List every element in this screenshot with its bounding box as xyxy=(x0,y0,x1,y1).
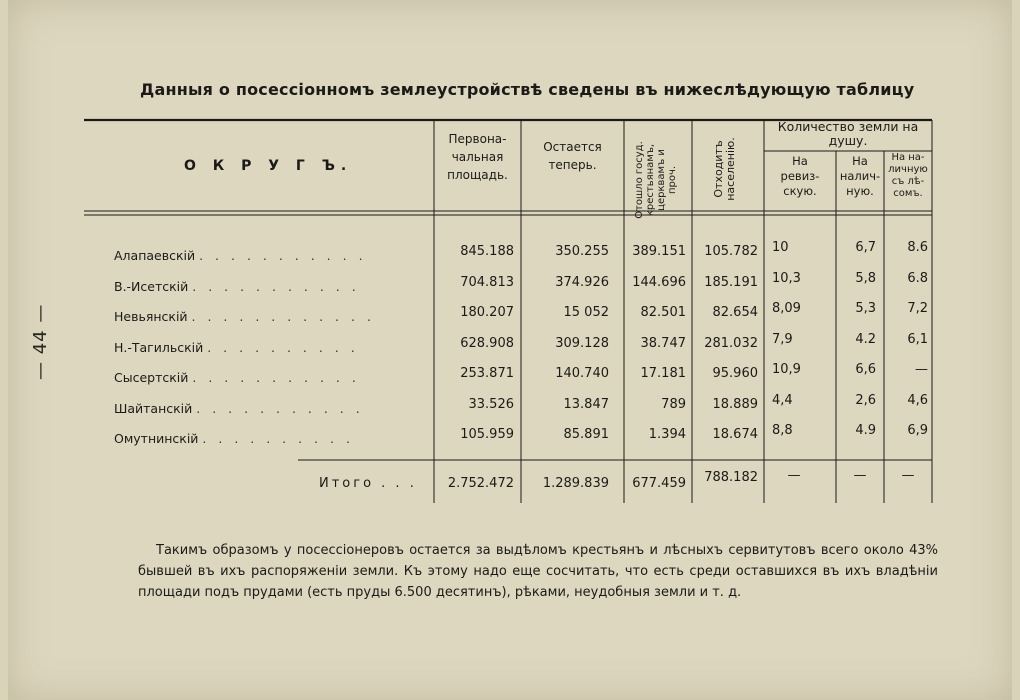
cell-state: 1.394 xyxy=(648,427,686,442)
cell-revision: 4,4 xyxy=(772,392,793,408)
header-forest-line-1: На на- xyxy=(891,152,925,163)
leader-dots: . . . . . . . . . . . xyxy=(192,370,360,385)
total-population: 788.182 xyxy=(704,470,758,485)
total-state: 677.459 xyxy=(632,476,686,491)
cell-present: 2,6 xyxy=(855,392,876,408)
total-initial: 2.752.472 xyxy=(447,476,514,491)
header-present-line-1: На xyxy=(852,154,868,168)
cell-revision: 10,9 xyxy=(772,362,801,377)
district-label: Невьянскій xyxy=(114,309,188,324)
cell-revision: 8,09 xyxy=(772,301,801,316)
cell-revision: 8,8 xyxy=(772,423,793,438)
summary-paragraph xyxy=(138,540,938,603)
cell-revision: 7,9 xyxy=(772,331,793,347)
cell-state: 389.151 xyxy=(632,244,686,259)
header-initial-line-1: Первона- xyxy=(448,132,507,146)
district-label: Шайтанскій xyxy=(114,400,193,416)
header-revision-line-2: ревиз- xyxy=(780,169,820,183)
header-present-line-2: налич- xyxy=(839,169,881,183)
district-label: Сысертскій xyxy=(114,370,189,385)
header-initial-line-2: чальная xyxy=(451,150,504,164)
header-population-line-1: Отходитъ xyxy=(712,140,725,198)
header-state-transfer xyxy=(634,135,682,225)
header-forest-line-2: личную xyxy=(888,164,928,175)
total-remains: 1.289.839 xyxy=(542,476,609,491)
cell-population: 95.960 xyxy=(712,366,758,381)
cell-population: 18.889 xyxy=(712,396,758,412)
cell-forest: 6.8 xyxy=(907,270,928,286)
cell-revision: 10,3 xyxy=(772,270,801,286)
header-per-soul xyxy=(764,118,932,150)
cell-population: 105.782 xyxy=(704,244,758,259)
row-district-name xyxy=(114,248,367,263)
cell-remains: 13.847 xyxy=(563,396,609,412)
cell-remains: 350.255 xyxy=(555,244,609,259)
cell-present: 5,3 xyxy=(855,301,876,316)
header-per-soul-line-1: Количество земли на xyxy=(777,119,919,134)
header-okrug: О К Р У Г Ъ. xyxy=(184,158,353,174)
row-district-name xyxy=(114,340,359,355)
cell-forest: — xyxy=(915,362,928,377)
header-remains-line-1: Остается xyxy=(543,140,602,154)
total-forest: — xyxy=(901,468,915,483)
page-number: — 44 — xyxy=(30,303,51,380)
book-page xyxy=(8,0,1012,700)
total-revision: — xyxy=(787,468,801,483)
leader-dots: . . . . . . . . . . . . xyxy=(191,309,375,324)
cell-forest: 6,9 xyxy=(907,423,928,438)
header-state-line-3: церквамъ и xyxy=(656,149,667,211)
row-district-name xyxy=(114,309,375,324)
cell-initial: 628.908 xyxy=(460,335,514,351)
cell-present: 4.2 xyxy=(855,331,876,347)
land-table xyxy=(84,118,934,503)
cell-population: 18.674 xyxy=(712,427,758,442)
cell-state: 38.747 xyxy=(640,335,686,351)
leader-dots: . . . . . . . . . . xyxy=(202,431,354,446)
cell-initial: 845.188 xyxy=(460,244,514,259)
cell-forest: 8.6 xyxy=(907,240,928,255)
cell-revision: 10 xyxy=(772,240,789,255)
header-initial-line-3: площадь. xyxy=(447,168,508,182)
row-district-name xyxy=(114,279,360,294)
leader-dots: . . . . . . . . . . xyxy=(207,339,359,355)
leader-dots: . . . . . . . . . . . xyxy=(192,278,360,294)
cell-population: 281.032 xyxy=(704,335,758,351)
header-remains-line-2: теперь. xyxy=(548,158,597,172)
cell-remains: 15 052 xyxy=(563,305,609,320)
row-district-name xyxy=(114,431,354,446)
total-present: — xyxy=(853,468,867,483)
table-title: Данныя о посессіонномъ землеустройствѣ сведены въ нижеслѣдующую таблицу xyxy=(140,80,915,99)
header-revision-soul xyxy=(764,154,836,199)
cell-state: 17.181 xyxy=(640,366,686,381)
header-population xyxy=(713,129,743,209)
district-label: Н.-Тагильскій xyxy=(114,339,204,355)
header-remains xyxy=(521,138,624,174)
header-state-line-2: крестьянамъ, xyxy=(645,143,656,217)
cell-population: 82.654 xyxy=(712,305,758,320)
leader-dots: . . . . . . . . . . . xyxy=(199,248,367,263)
header-forest-line-3: съ лѣ- xyxy=(891,176,925,187)
cell-population: 185.191 xyxy=(704,274,758,290)
cell-initial: 33.526 xyxy=(468,396,514,412)
district-label: Омутнинскій xyxy=(114,431,199,446)
header-forest-line-4: сомъ. xyxy=(893,188,923,199)
cell-initial: 105.959 xyxy=(460,427,514,442)
header-present-soul xyxy=(836,154,884,199)
cell-present: 4.9 xyxy=(855,423,876,438)
cell-forest: 4,6 xyxy=(907,392,928,408)
cell-forest: 6,1 xyxy=(907,331,928,347)
cell-remains: 140.740 xyxy=(555,366,609,381)
cell-state: 789 xyxy=(661,396,686,412)
district-label: Алапаевскій xyxy=(114,248,196,263)
summary-text: Такимъ образомъ у посессіонеровъ остается за выдѣломъ крестьянъ и лѣсныхъ сервитутовъ всего около 43% бывшей въ ихъ распоряженіи земли. Къ этому надо еще сосчитать, что есть среди оставшихся въ ихъ владѣніи площади подъ прудами (есть пруды 6.500 десятинъ), рѣками, неудобныя земли и т. д. xyxy=(138,543,938,600)
cell-present: 6,6 xyxy=(855,362,876,377)
header-population-line-2: населенію. xyxy=(724,137,737,201)
cell-state: 82.501 xyxy=(640,305,686,320)
cell-remains: 85.891 xyxy=(563,427,609,442)
cell-present: 6,7 xyxy=(855,240,876,255)
cell-initial: 253.871 xyxy=(460,366,514,381)
cell-present: 5,8 xyxy=(855,270,876,286)
header-revision-line-1: На xyxy=(792,154,808,168)
header-revision-line-3: скую. xyxy=(783,184,817,198)
leader-dots: . . . . . . . . . . . xyxy=(196,400,364,416)
header-per-soul-line-2: душу. xyxy=(828,133,868,148)
row-district-name xyxy=(114,370,360,385)
cell-remains: 374.926 xyxy=(555,274,609,290)
total-label: Итого . . . xyxy=(319,476,417,491)
header-state-line-4: проч. xyxy=(667,165,678,195)
cell-state: 144.696 xyxy=(632,274,686,290)
header-state-line-1: Отошло госуд. xyxy=(634,141,645,219)
cell-initial: 704.813 xyxy=(460,274,514,290)
cell-forest: 7,2 xyxy=(907,301,928,316)
cell-initial: 180.207 xyxy=(460,305,514,320)
header-present-line-3: ную. xyxy=(846,184,874,198)
row-district-name xyxy=(114,401,364,416)
header-initial-area xyxy=(434,130,521,184)
header-present-forest xyxy=(884,152,932,200)
cell-remains: 309.128 xyxy=(555,335,609,351)
district-label: В.-Исетскій xyxy=(114,278,189,294)
